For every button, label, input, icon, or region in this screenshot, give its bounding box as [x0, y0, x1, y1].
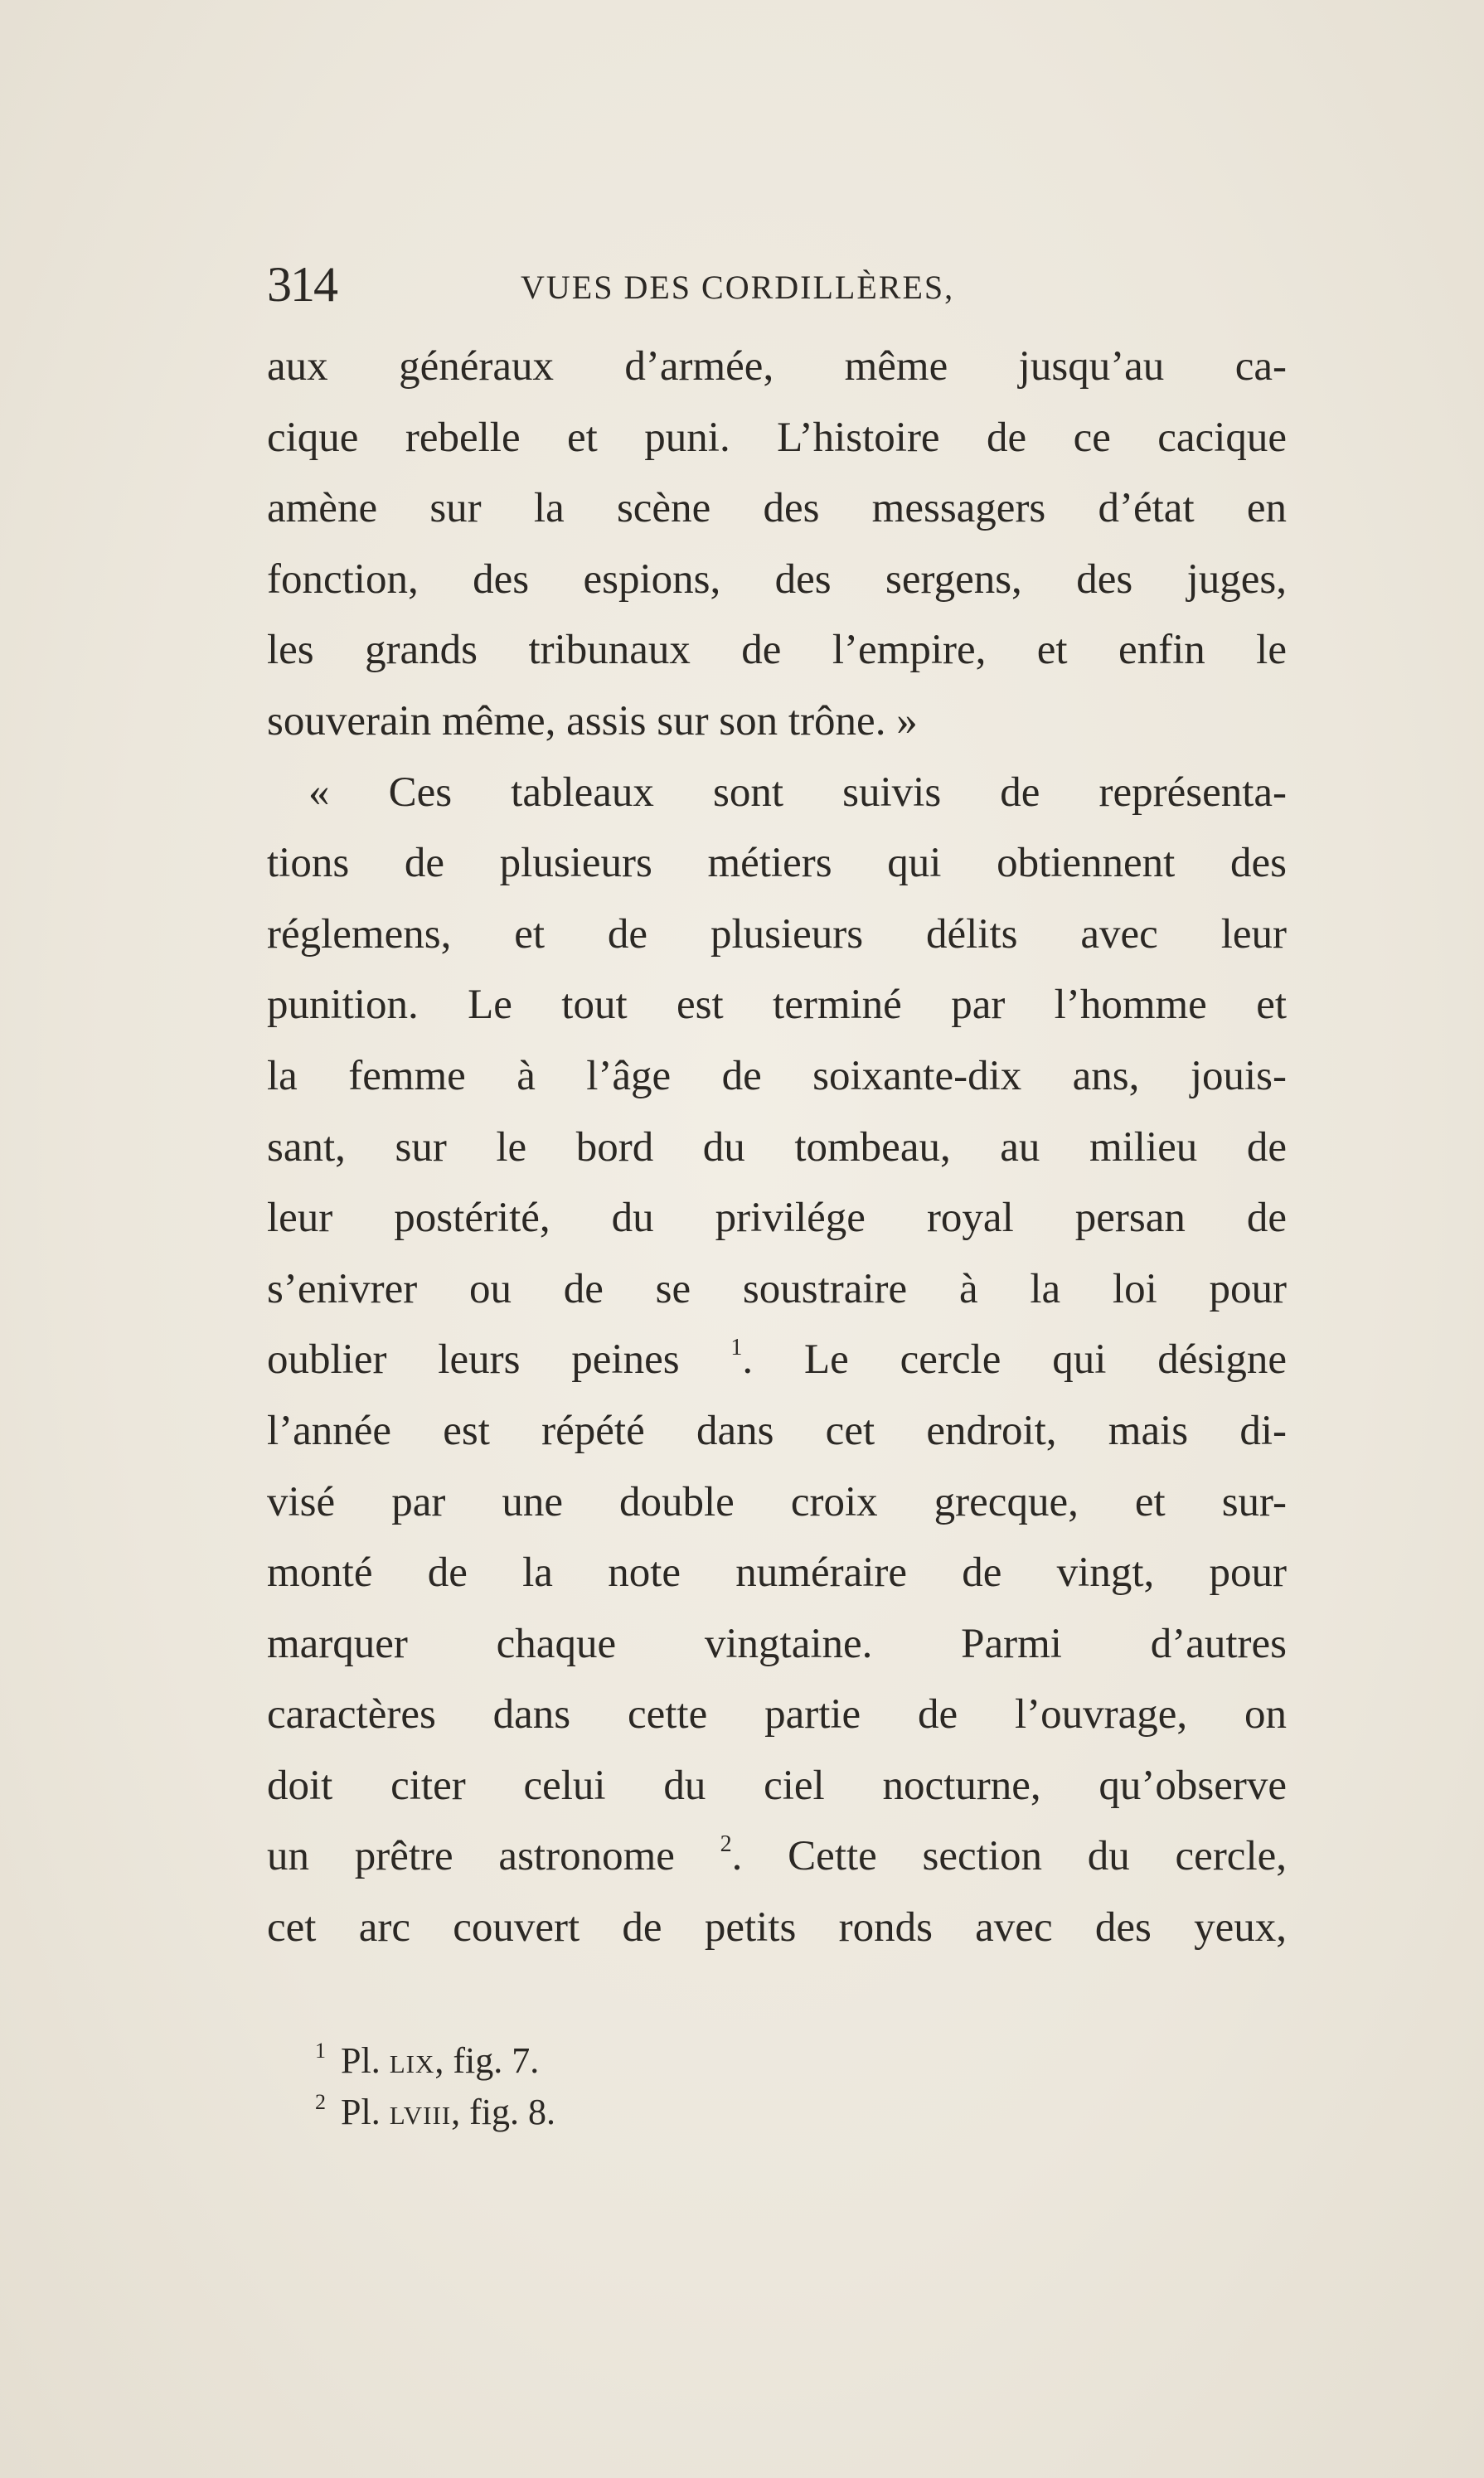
text-line: leur postérité, du privilége royal persan de	[267, 1195, 1287, 1242]
footnotes	[315, 2035, 978, 2138]
text-line-with-footnote-1	[267, 1325, 1287, 1396]
text-line: cique rebelle et puni. L’histoire de ce cacique	[267, 414, 1287, 461]
paragraph-end-line: souverain même, assis sur son trône. »	[267, 697, 918, 744]
text-line: s’enivrer ou de se soustraire à la loi pour	[267, 1265, 1287, 1312]
text-line: les grands tribunaux de l’empire, et enfin le	[267, 627, 1287, 674]
text-line: visé par une double croix grecque, et sur-	[267, 1478, 1287, 1525]
text-line: amène sur la scène des messagers d’état en	[267, 485, 1287, 532]
text-line: punition. Le tout est terminé par l’homme et	[267, 982, 1287, 1029]
page-number: 314	[267, 257, 337, 312]
footnote-plate-roman: lviii	[389, 2092, 452, 2132]
text-line: tions de plusieurs métiers qui obtiennent des	[267, 840, 1287, 887]
footnote-marker-2: 2	[720, 1831, 732, 1858]
footnote-number: 2	[315, 2090, 326, 2114]
text-line: sant, sur le bord du tombeau, au milieu de	[267, 1123, 1287, 1171]
footnote-plate-roman: lix	[389, 2040, 435, 2081]
footnote-2	[315, 2087, 978, 2138]
text-line-with-footnote-2	[267, 1821, 1287, 1893]
footnote-marker-1: 1	[730, 1335, 743, 1361]
text-line: doit citer celui du ciel nocturne, qu’observe	[267, 1762, 1287, 1809]
footnote-prefix: Pl.	[341, 2092, 381, 2132]
text-line: caractères dans cette partie de l’ouvrage, on	[267, 1691, 1287, 1738]
footnote-prefix: Pl.	[341, 2040, 381, 2081]
footnote-number: 1	[315, 2039, 326, 2063]
text-line: fonction, des espions, des sergens, des juges,	[267, 555, 1287, 603]
running-head: VUES DES CORDILLÈRES,	[521, 269, 955, 306]
footnote-suffix: , fig. 7.	[434, 2040, 540, 2081]
text-line: l’année est répété dans cet endroit, mais di-	[267, 1407, 1287, 1454]
text-line: réglemens, et de plusieurs délits avec leur	[267, 910, 1287, 958]
footnote-1	[315, 2035, 978, 2087]
text-line: marquer chaque vingtaine. Parmi d’autres	[267, 1620, 1287, 1667]
line-text: oublier leurs peines	[267, 1336, 680, 1384]
paragraph-start-line: « Ces tableaux sont suivis de représenta-	[308, 769, 1287, 816]
text-line: aux généraux d’armée, même jusqu’au ca-	[267, 343, 1287, 390]
text-line: cet arc couvert de petits ronds avec des yeux,	[267, 1904, 1287, 1952]
text-line: la femme à l’âge de soixante-dix ans, jouis-	[267, 1052, 1287, 1099]
line-text-tail: . Cette section du cercle,	[731, 1833, 1287, 1880]
footnote-suffix: , fig. 8.	[451, 2092, 556, 2132]
body-text	[267, 332, 1287, 1964]
text-line: monté de la note numéraire de vingt, pour	[267, 1549, 1287, 1597]
page-header	[267, 249, 1287, 323]
line-text-tail: . Le cercle qui désigne	[742, 1336, 1287, 1384]
line-text: un prêtre astronome	[267, 1833, 675, 1880]
